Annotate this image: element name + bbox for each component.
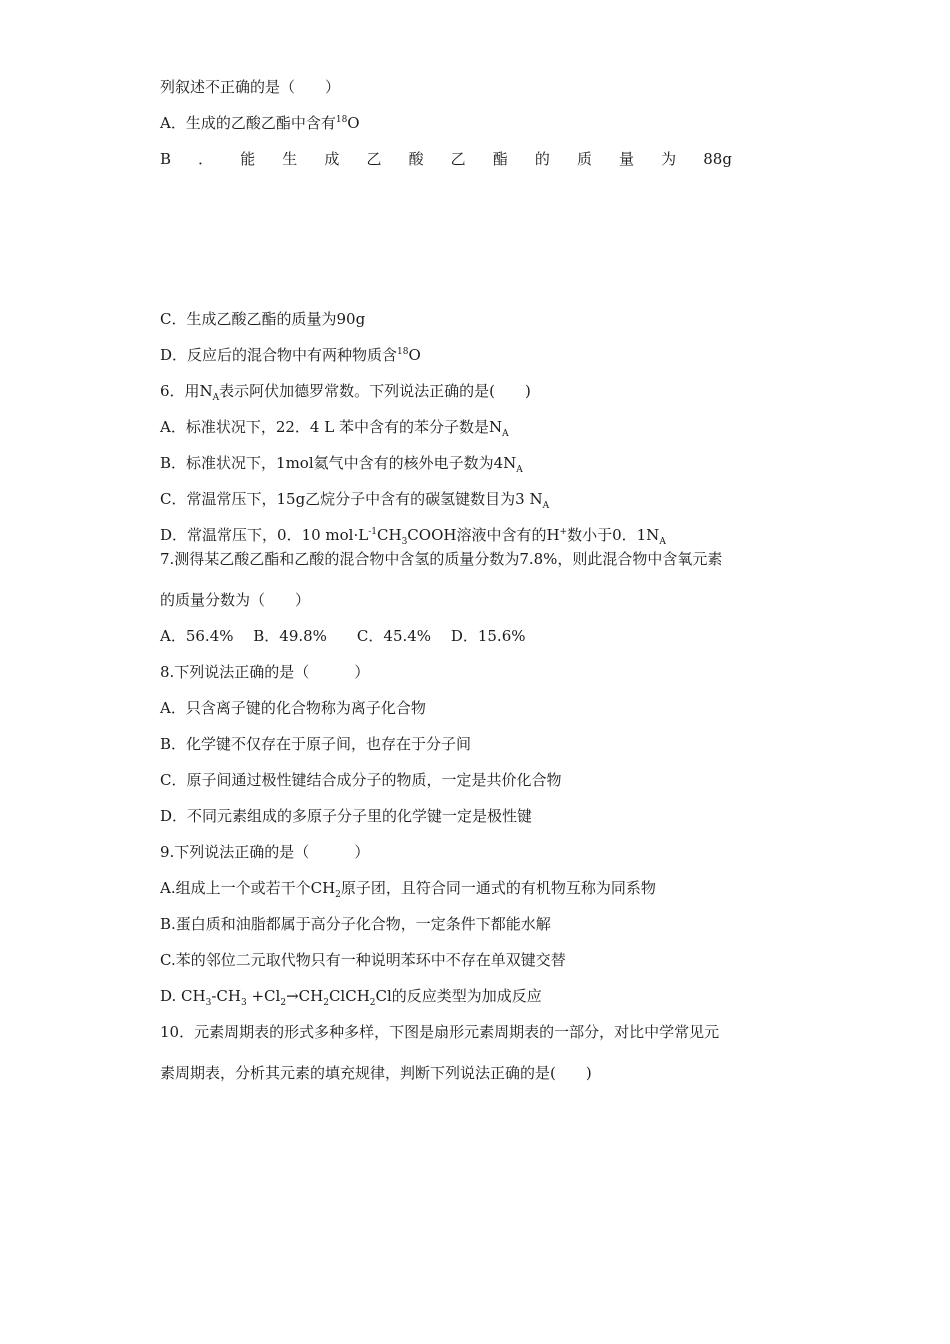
q5-option-c: C．生成乙酸乙酯的质量为90g [160, 310, 366, 328]
q7-stem-line1: 7.测得某乙酸乙酯和乙酸的混合物中含氢的质量分数为7.8%，则此混合物中含氧元素 [160, 550, 723, 568]
q5-option-a: A．生成的乙酸乙酯中含有$^{18}$O [160, 114, 360, 132]
q6-option-d: D．常温常压下，0．10 $mol\cdot L^{-1}CH_3COOH$溶液中含有的H+数小于0．$1N_A$ [160, 526, 666, 547]
q5-stem-end: 列叙述不正确的是（ ） [160, 78, 341, 96]
q7-stem-line2: 的质量分数为（ ） [160, 591, 311, 609]
q8-option-b: B．化学键不仅存在于原子间，也存在于分子间 [160, 735, 472, 753]
q7-options: A．56.4% B．49.8% C．45.4% D．15.6% [160, 627, 526, 645]
q5-option-d: D．反应后的混合物中有两种物质含$^{18}$O [160, 346, 421, 364]
q6-option-b: B．标准状况下，1mol氦气中含有的核外电子数为$4N_A$ [160, 454, 523, 475]
q6-option-c: C．常温常压下，15g乙烷分子中含有的碳氢键数目为3 $N_A$ [160, 490, 550, 511]
q9-option-a: A.组成上一个或若干个$CH_2$原子团，且符合同一通式的有机物互称为同系物 [160, 879, 656, 900]
q5-option-b: B ． 能 生 成 乙 酸 乙 酯 的 质 量 为 88g [160, 150, 732, 168]
q8-option-c: C．原子间通过极性键结合成分子的物质，一定是共价化合物 [160, 771, 562, 789]
q8-stem: 8.下列说法正确的是（ ） [160, 663, 370, 681]
q9-option-c: C.苯的邻位二元取代物只有一种说明苯环中不存在单双键交替 [160, 951, 566, 969]
q9-option-d: D. $CH_3-CH_3$ $+Cl_2\to CH_2ClCH_2Cl$的反应类型为加成反应 [160, 987, 542, 1008]
q9-option-b: B.蛋白质和油脂都属于高分子化合物，一定条件下都能水解 [160, 915, 551, 933]
q9-stem: 9.下列说法正确的是（ ） [160, 843, 370, 861]
q8-option-a: A．只含离子键的化合物称为离子化合物 [160, 699, 426, 717]
q6-option-a: A．标准状况下，22．4 L 苯中含有的苯分子数是$N_A$ [160, 418, 509, 439]
q10-stem-line1: 10．元素周期表的形式多种多样，下图是扇形元素周期表的一部分，对比中学常见元 [160, 1023, 720, 1041]
q6-stem: 6．用$N_A$表示阿伏加德罗常数。下列说法正确的是( ) [160, 382, 531, 403]
q10-stem-line2: 素周期表，分析其元素的填充规律，判断下列说法正确的是( ) [160, 1064, 592, 1082]
q8-option-d: D．不同元素组成的多原子分子里的化学键一定是极性键 [160, 807, 533, 825]
